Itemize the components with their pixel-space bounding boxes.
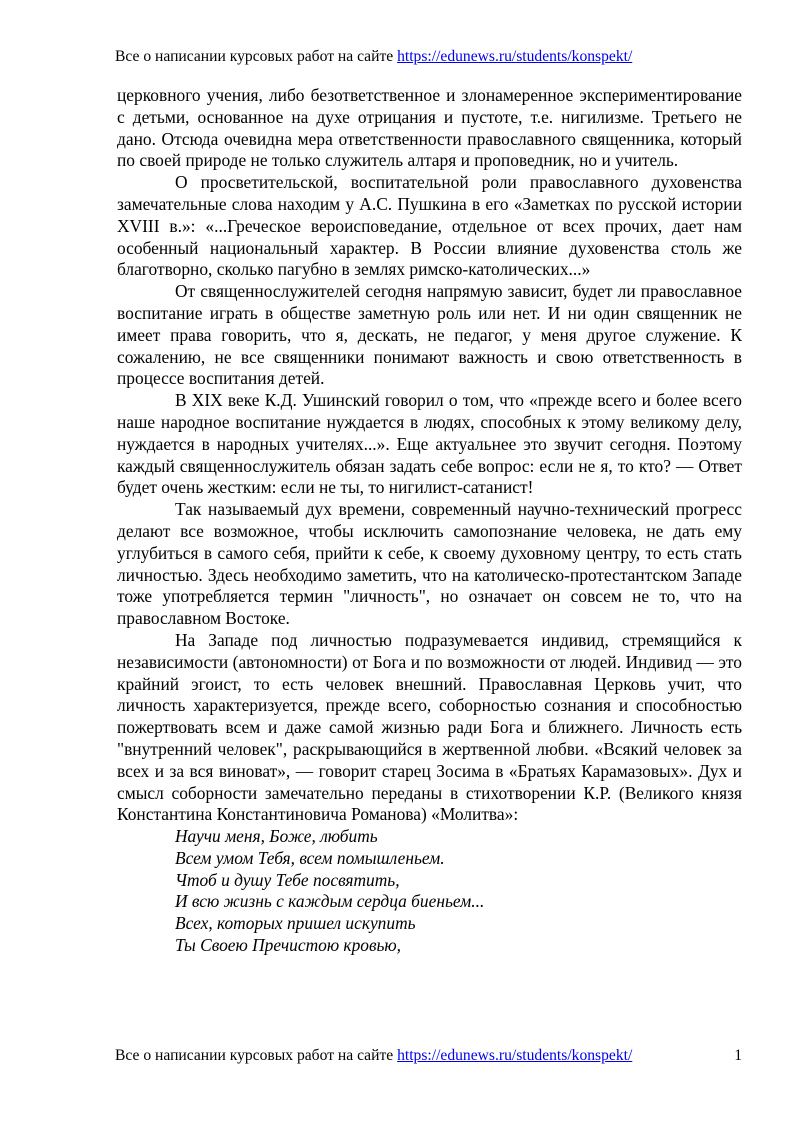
paragraph-1: церковного учения, либо безответственное и злонамеренное экспериментирование с детьми, основанное на духе отрицания и пустоте, т.е. нигилизме. Третьего не дано. Отсюда очевидна мера ответственности православного священника, который по своей природе не только служитель алтаря и проповедник, но и учитель. — [117, 85, 742, 171]
poem-line: Всем умом Тебя, всем помышленьем. — [175, 847, 445, 868]
poem-line: Ты Своею Пречистою кровью, — [175, 935, 402, 956]
paragraph-5: Так называемый дух времени, современный научно-технический прогресс делают все возможное, чтобы исключить самопознание человека, не дать ему углубиться в самого себя, прийти к себе, к своему духовному центру, то есть стать личностью. Здесь необходимо заметить, что на католическо-протестантском Западе тоже употребляется термин "личность", но означает он совсем не то, что на православном Востоке. — [117, 499, 742, 629]
header-text: Все о написании курсовых работ на сайте — [115, 48, 398, 65]
page-number: 1 — [734, 1047, 742, 1064]
header-link[interactable]: https://edunews.ru/students/konspekt/ — [397, 48, 633, 65]
poem-line: И всю жизнь с каждым сердца биеньем... — [175, 891, 485, 912]
page-footer — [115, 1046, 632, 1066]
paragraph-3: От священнослужителей сегодня напрямую зависит, будет ли православное воспитание играть в обществе заметную роль или нет. И ни один священник не имеет права говорить, что я, дескать, не педагог, у меня другое служение. К сожалению, не все священники понимают важность и свою ответственность в процессе воспитания детей. — [117, 281, 742, 389]
poem-line: Всех, которых пришел искупить — [175, 913, 416, 934]
poem-line: Научи меня, Боже, любить — [175, 826, 378, 847]
paragraph-4: В XIX веке К.Д. Ушинский говорил о том, что «прежде всего и более всего наше народное воспитание нуждается в людях, способных к этому великому делу, нуждается в народных учителях...». Еще актуальнее это звучит сегодня. Поэтому каждый священнослужитель обязан задать себе вопрос: если не я, то кто? — Ответ будет очень жестким: если не ты, то нигилист-сатанист! — [117, 390, 742, 498]
document-body — [117, 85, 742, 957]
footer-text: Все о написании курсовых работ на сайте — [115, 1047, 398, 1064]
page-header — [115, 47, 632, 67]
paragraph-2: О просветительской, воспитательной роли православного духовенства замечательные слова находим у А.С. Пушкина в его «Заметках по русской истории XVIII в.»: «...Греческое вероисповедание, отдельное от всех прочих, дает нам особенный национальный характер. В России влияние духовенства столь же благотворно, сколько пагубно в землях римско-католических...» — [117, 172, 742, 280]
poem-line: Чтоб и душу Тебе посвятить, — [175, 869, 400, 890]
footer-link[interactable]: https://edunews.ru/students/konspekt/ — [397, 1047, 633, 1064]
paragraph-6: На Западе под личностью подразумевается индивид, стремящийся к независимости (автономности) от Бога и по возможности от людей. Индивид — это крайний эгоист, то есть человек внешний. Православная Церковь учит, что личность характеризуется, прежде всего, соборностью сознания и способностью пожертвовать всем и даже самой жизнью ради Бога и ближнего. Личность есть "внутренний человек", раскрывающийся в жертвенной любви. «Всякий человек за всех и за вся виноват», — говорит старец Зосима в «Братьях Карамазовых». Дух и смысл соборности замечательно переданы в стихотворении К.Р. (Великого князя Константина Константиновича Романова) «Молитва»: — [117, 629, 742, 825]
